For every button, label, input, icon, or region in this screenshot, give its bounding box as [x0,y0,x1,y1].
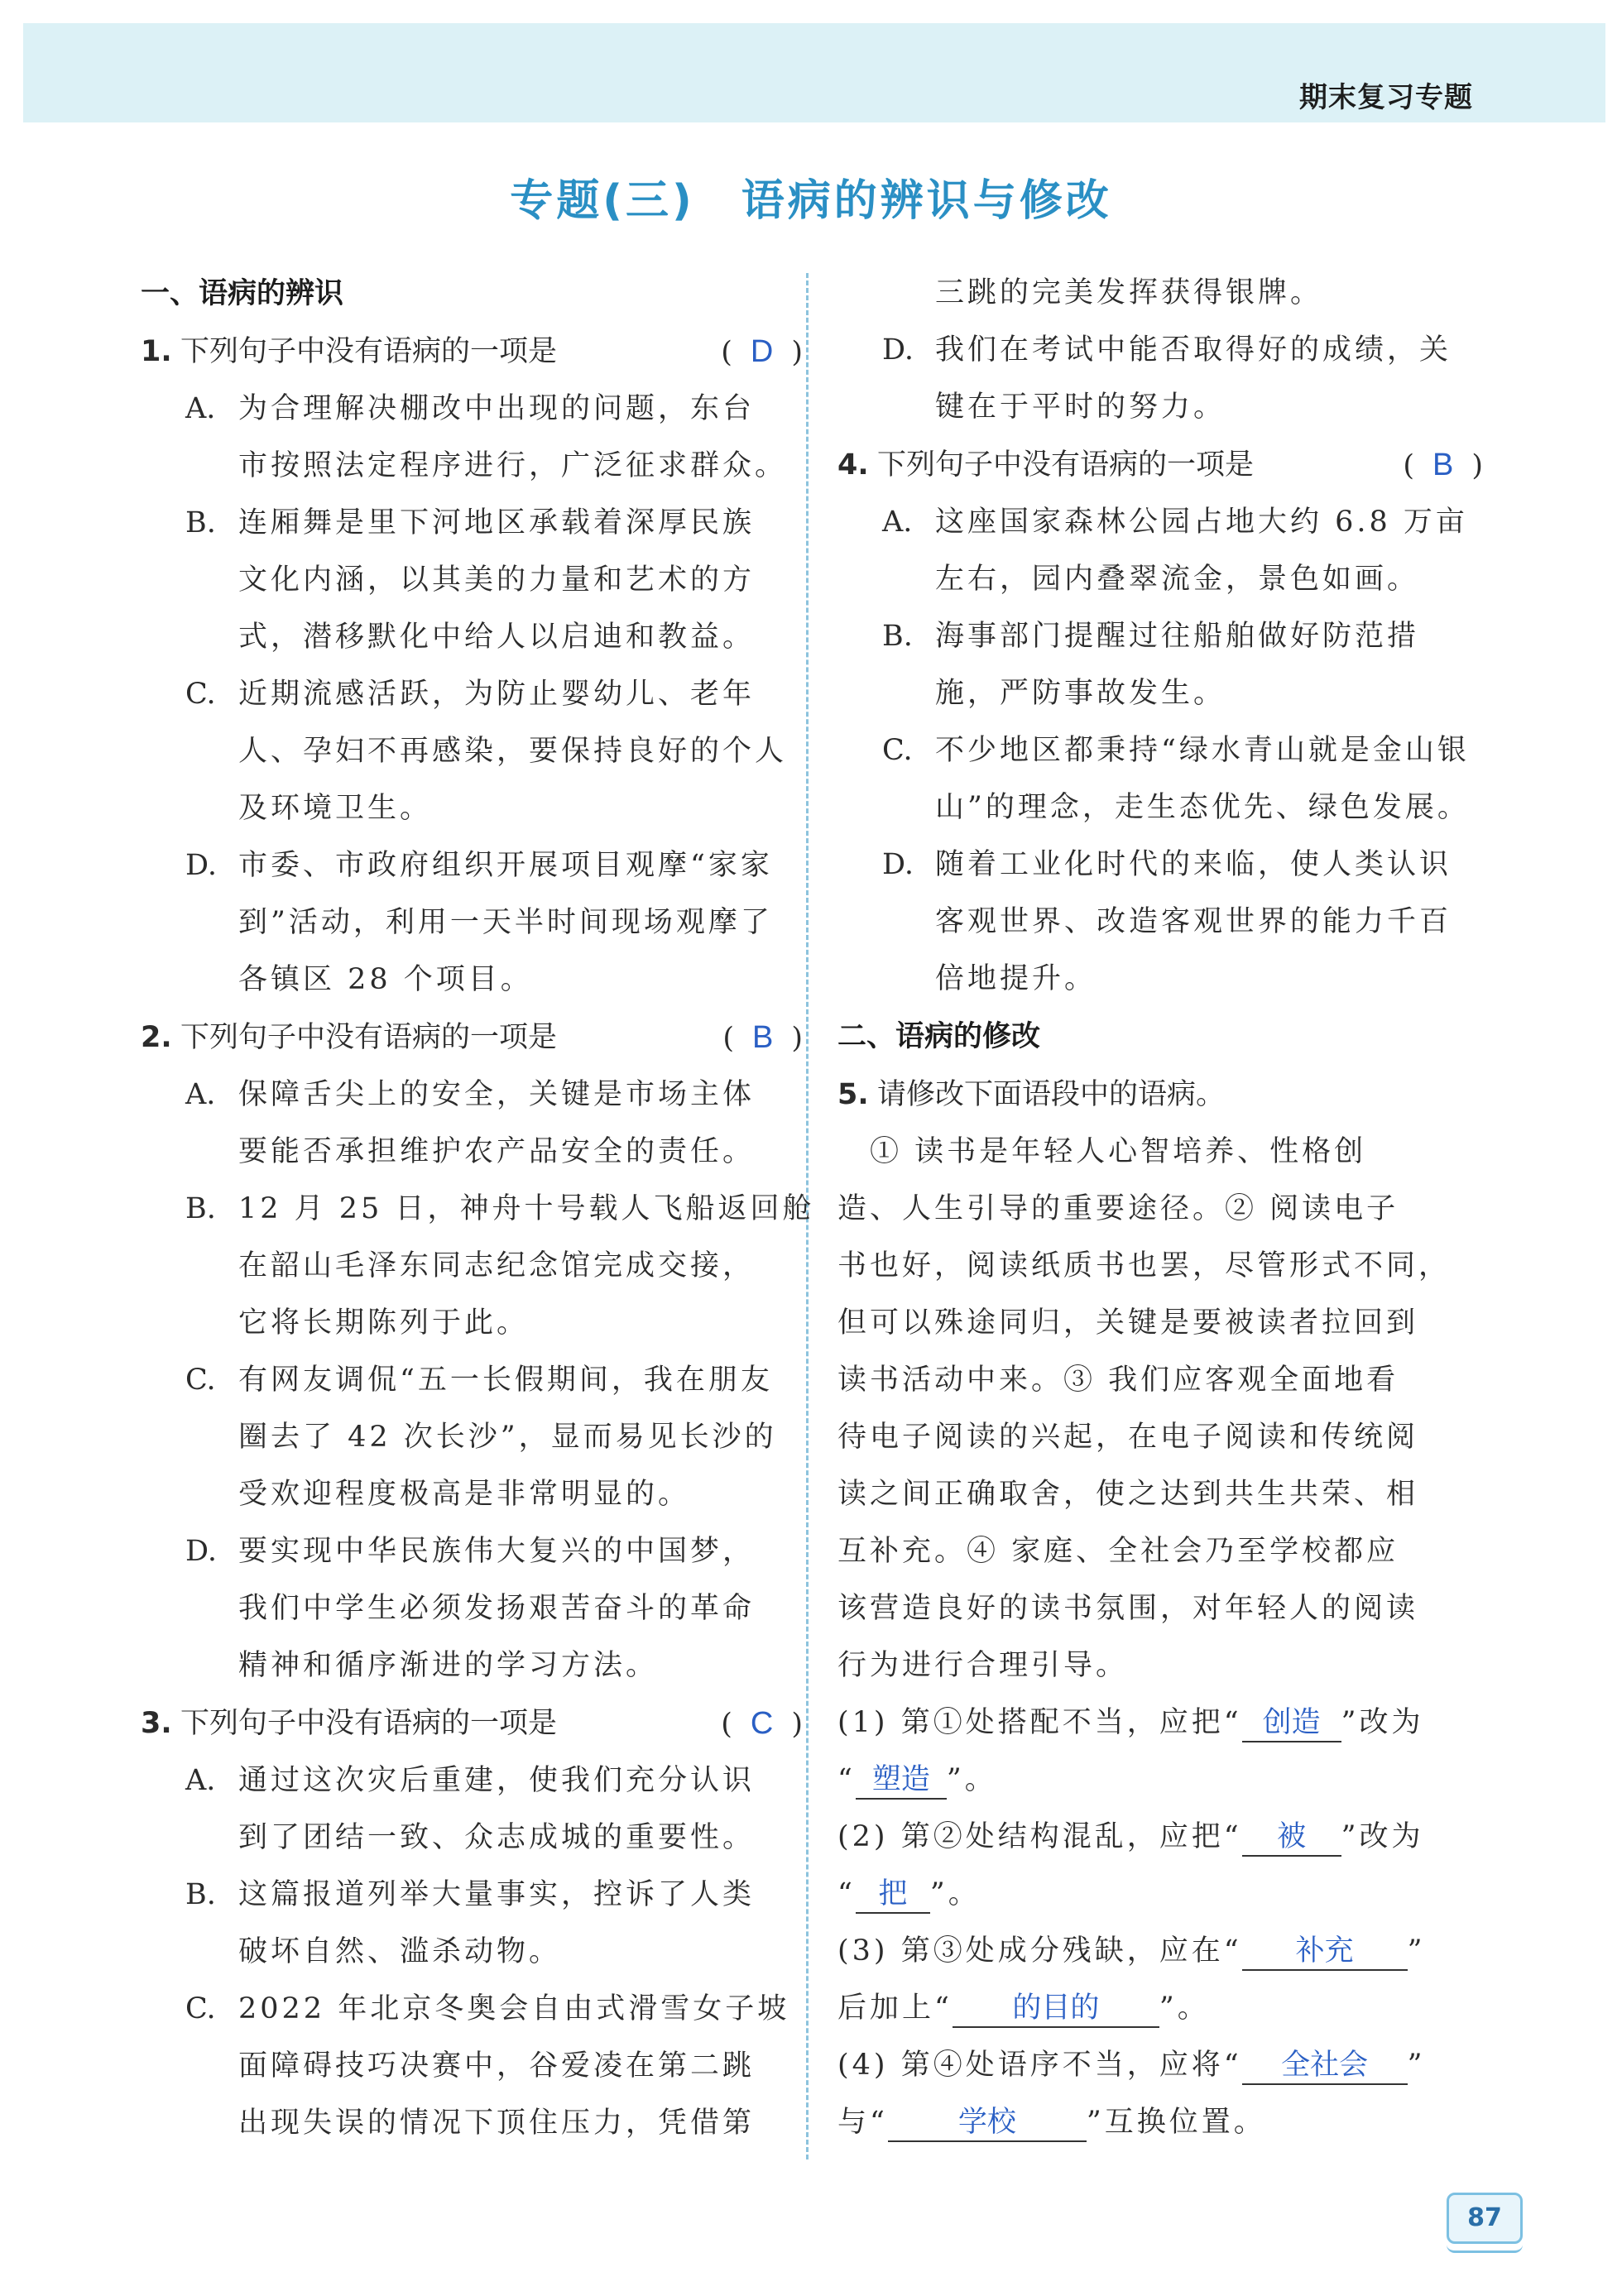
option-line: 2022 年北京冬奥会自由式滑雪女子坡 [238,1992,790,2025]
sub-text: ” [1407,2049,1426,2082]
option-line: 保障舌尖上的安全，关键是市场主体 [238,1078,756,1111]
option-c [141,666,803,837]
sub-question-4-cont [837,2094,1483,2151]
question-1 [141,323,803,381]
option-line: 人、孕妇不再感染，要保持良好的个人 [238,735,788,768]
sub-text: ” [1407,1934,1426,1968]
question-number: 4. [837,448,869,482]
question-4 [837,436,1483,494]
sub-text: (2) 第②处结构混乱，应把“ [837,1820,1242,1853]
option-letter: C. [882,734,913,767]
sub-text: “ [837,1763,856,1796]
answer: B [751,1020,774,1055]
option-d [837,322,1483,436]
option-line: 倍地提升。 [935,962,1097,995]
answer-bracket: ( D ) [721,334,803,369]
question-number: 2. [141,1021,172,1054]
section-heading: 二、语病的修改 [837,1020,1041,1053]
page-number [1447,2193,1523,2244]
options-q3-right [837,265,1483,436]
option-line: 通过这次灾后重建，使我们充分认识 [238,1764,756,1797]
answer-blank: 塑造 [856,1762,947,1800]
option-line: 要实现中华民族伟大复兴的中国梦， [238,1535,756,1568]
sub-text: ”。 [1159,1992,1210,2025]
option-c [837,722,1483,836]
option-line: 及环境卫生。 [238,792,433,825]
question-5 [837,1066,1483,1124]
answer-blank: 学校 [888,2104,1087,2142]
sub-question-2 [837,1809,1483,1866]
passage-line: 读书活动中来。③ 我们应客观全面地看 [837,1364,1399,1397]
option-line: 这篇报道列举大量事实，控诉了人类 [238,1878,756,1911]
question-number: 5. [837,1078,869,1111]
answer: D [750,334,774,369]
option-line: 为合理解决棚改中出现的问题，东台 [238,392,756,425]
passage-line: 但可以殊途同归，关键是要被读者拉回到 [837,1306,1419,1340]
option-line: 到了团结一致、众志成城的重要性。 [238,1821,756,1854]
question-3 [141,1694,803,1752]
option-line: 近期流感活跃，为防止婴幼儿、老年 [238,678,756,711]
sub-question-1 [837,1694,1483,1752]
option-line: 键在于平时的努力。 [935,391,1226,424]
option-c [837,265,1483,322]
passage-line: 造、人生引导的重要途径。② 阅读电子 [837,1192,1399,1225]
option-letter: C. [185,678,216,711]
option-letter: D. [185,1535,217,1568]
option-line: 不少地区都秉持“绿水青山就是金山银 [935,734,1470,767]
header-label: 期末复习专题 [1299,81,1473,114]
option-line: 我们中学生必须发扬艰苦奋斗的革命 [238,1592,756,1625]
option-line: 山”的理念，走生态优先、绿色发展。 [935,791,1470,824]
option-letter: D. [185,849,217,882]
sub-question-3 [837,1923,1483,1980]
options-q4 [837,494,1483,1008]
page-number-text: 87 [1467,2203,1502,2232]
option-line: 精神和循序渐进的学习方法。 [238,1649,659,1682]
option-a [141,381,803,495]
passage-line: 待电子阅读的兴起，在电子阅读和传统阅 [837,1421,1419,1454]
sub-text: ”改为 [1341,1820,1424,1853]
sub-question-3-cont [837,1980,1483,2037]
sub-question-2-cont [837,1866,1483,1923]
sub-question-4 [837,2037,1483,2094]
passage-line: 书也好，阅读纸质书也罢，尽管形式不同， [837,1249,1452,1282]
answer-blank: 补充 [1242,1933,1408,1971]
option-line: 面障碍技巧决赛中，谷爱凌在第二跳 [238,2049,756,2083]
answer-bracket: ( B ) [1403,448,1483,482]
options-q2 [141,1067,815,1694]
option-letter: D. [882,333,914,367]
sub-text: 与“ [837,2106,888,2139]
option-line: 施，严防事故发生。 [935,677,1226,710]
option-letter: C. [185,1992,216,2025]
header-bar [23,23,1605,122]
option-letter: A. [185,1078,216,1111]
answer-blank: 全社会 [1242,2047,1408,2085]
passage [837,1124,1483,1694]
question-number: 1. [141,335,172,368]
passage-line: 读之间正确取舍，使之达到共生共荣、相 [837,1478,1419,1511]
question-2 [141,1009,803,1067]
option-d [837,836,1483,1008]
option-line: 连厢舞是里下河地区承载着深厚民族 [238,506,756,539]
option-line: 客观世界、改造客观世界的能力千百 [935,905,1452,938]
sub-text: 后加上“ [837,1992,953,2025]
options-q1 [141,381,803,1009]
sub-text: ”改为 [1341,1706,1424,1739]
section-heading: 一、语病的辨识 [141,277,344,310]
title-main: 专题(三) [510,176,695,226]
left-column [141,265,815,2152]
option-letter: B. [185,506,216,539]
page-title [0,165,1622,228]
passage-line: ① 读书是年轻人心智培养、性格创 [837,1135,1367,1168]
option-line: 各镇区 28 个项目。 [238,963,533,996]
answer-blank: 的目的 [953,1990,1159,2028]
option-a [141,1067,803,1181]
answer-blank: 创造 [1242,1704,1341,1742]
option-c [141,1352,803,1523]
option-line: 文化内涵，以其美的力量和艺术的方 [238,563,756,597]
sub-text: “ [837,1877,856,1910]
question-stem: 下列句子中没有语病的一项是 [180,1707,558,1740]
option-line: 12 月 25 日，神舟十号载人飞船返回舱 [238,1192,815,1225]
question-stem: 请修改下面语段中的语病。 [877,1078,1226,1111]
option-line: 市按照法定程序进行，广泛征求群众。 [238,449,788,482]
option-c [141,1981,803,2152]
answer: C [750,1706,774,1741]
option-letter: A. [882,506,913,539]
option-line: 有网友调侃“五一长假期间，我在朋友 [238,1364,773,1397]
option-line: 出现失误的情况下顶住压力，凭借第 [238,2107,756,2140]
option-b [141,1867,803,1981]
option-line: 到”活动，利用一天半时间现场观摩了 [238,906,773,939]
question-stem: 下列句子中没有语病的一项是 [877,448,1255,482]
option-letter: A. [185,392,216,425]
option-d [141,837,803,1009]
option-line: 我们在考试中能否取得好的成绩，关 [935,333,1452,367]
option-line: 随着工业化时代的来临，使人类认识 [935,848,1452,881]
option-b [141,1181,815,1352]
option-letter: C. [185,1364,216,1397]
option-line: 市委、市政府组织开展项目观摩“家家 [238,849,773,882]
sub-text: ”。 [929,1877,981,1910]
passage-line: 该营造良好的读书氛围，对年轻人的阅读 [837,1592,1419,1625]
sub-text: ”。 [946,1763,997,1796]
option-letter: B. [882,620,913,653]
sub-question-1-cont [837,1752,1483,1809]
question-number: 3. [141,1707,172,1740]
passage-line: 互补充。④ 家庭、全社会乃至学校都应 [837,1535,1399,1568]
option-line: 左右，园内叠翠流金，景色如画。 [935,563,1420,596]
option-line: 这座国家森林公园占地大约 6.8 万亩 [935,506,1468,539]
option-line: 在韶山毛泽东同志纪念馆完成交接， [238,1249,756,1282]
question-stem: 下列句子中没有语病的一项是 [180,335,558,368]
answer-bracket: ( B ) [722,1020,803,1055]
answer-blank: 把 [856,1876,930,1914]
option-a [837,494,1483,608]
option-line: 受欢迎程度极高是非常明显的。 [238,1478,691,1511]
option-letter: D. [882,848,914,881]
option-letter: B. [185,1878,216,1911]
option-b [837,608,1483,722]
option-a [141,1752,803,1867]
answer: B [1432,448,1454,482]
book-pages-icon [1447,2242,1523,2253]
sub-text: (4) 第④处语序不当，应将“ [837,2049,1242,2082]
sub-text: (3) 第③处成分残缺，应在“ [837,1934,1242,1968]
sub-text: (1) 第①处搭配不当，应把“ [837,1706,1242,1739]
option-letter: A. [185,1764,216,1797]
right-column [837,265,1483,2151]
title-sub: 语病的辨识与修改 [741,176,1112,226]
options-q3-left [141,1752,803,2152]
option-line: 它将长期陈列于此。 [238,1306,530,1340]
option-letter: B. [185,1192,216,1225]
answer-blank: 被 [1242,1819,1341,1857]
option-line: 式，潜移默化中给人以启迪和教益。 [238,621,756,654]
sub-text: ”互换位置。 [1086,2106,1266,2139]
question-stem: 下列句子中没有语病的一项是 [180,1021,558,1054]
answer-bracket: ( C ) [721,1706,803,1741]
passage-line: 行为进行合理引导。 [837,1649,1129,1682]
option-line: 要能否承担维护农产品安全的责任。 [238,1135,756,1168]
option-b [141,495,803,666]
option-d [141,1523,803,1694]
option-line: 破坏自然、滥杀动物。 [238,1935,562,1968]
option-line: 海事部门提醒过往船舶做好防范措 [935,620,1420,653]
option-line: 圈去了 42 次长沙”，显而易见长沙的 [238,1421,777,1454]
option-line: 三跳的完美发挥获得银牌。 [935,276,1323,309]
